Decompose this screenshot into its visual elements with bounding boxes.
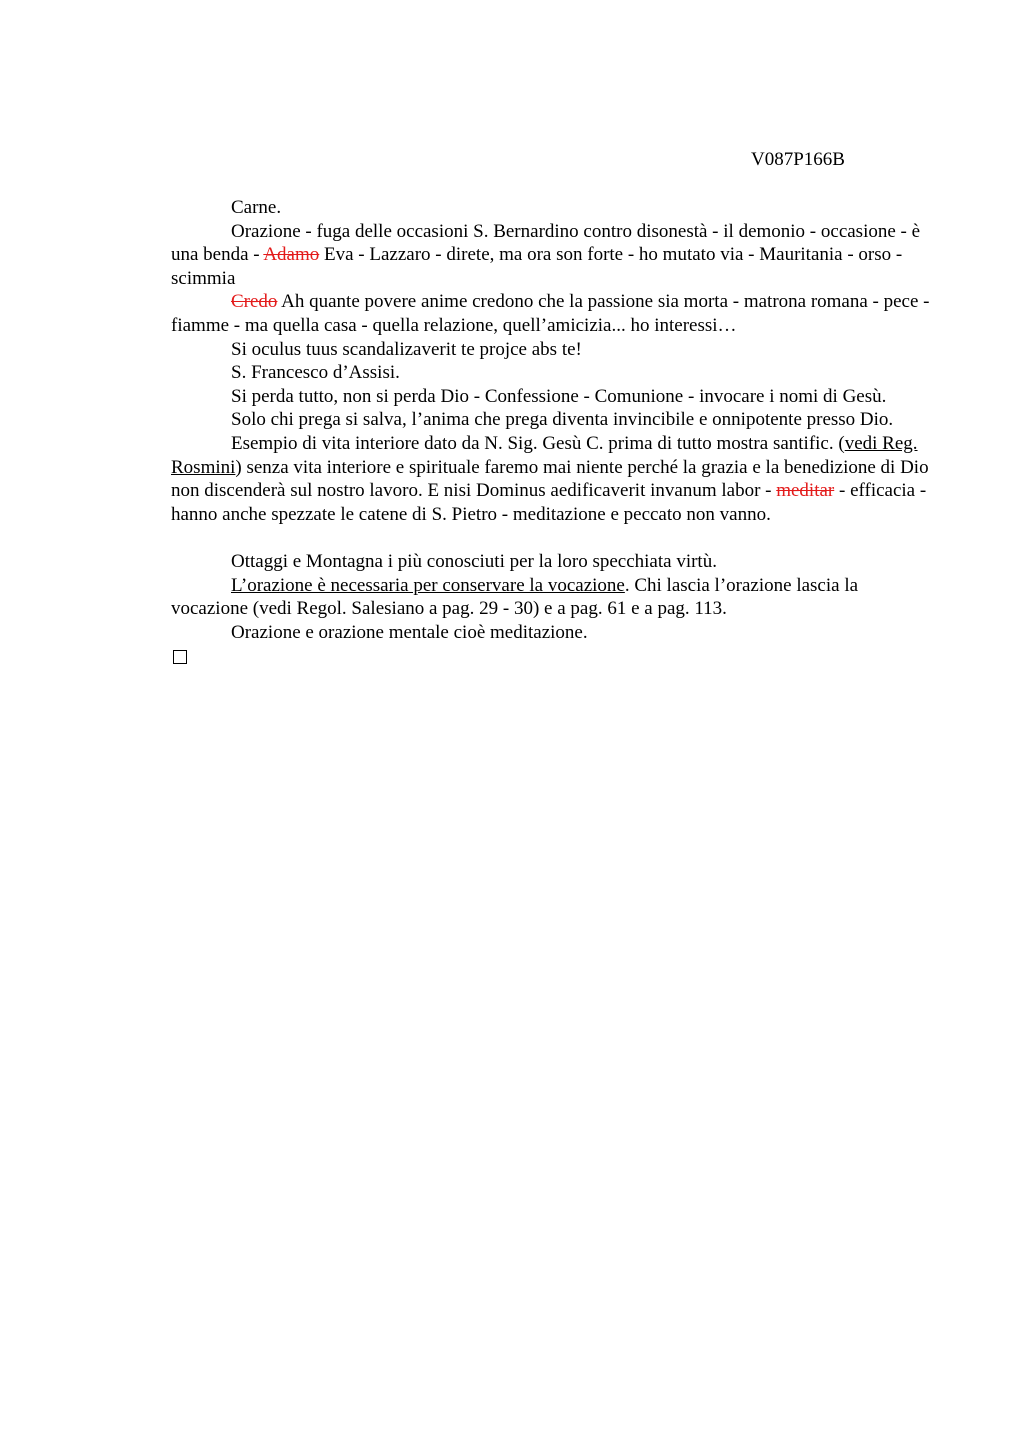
paragraph-oculus: Si oculus tuus scandalizaverit te projce abs te! bbox=[231, 338, 582, 360]
paragraph-text: Esempio di vita interiore dato da N. Sig. Gesù C. prima di tutto mostra santific. ( bbox=[231, 432, 845, 454]
paragraph-passione bbox=[171, 290, 936, 337]
paragraph-meditazione: Orazione e orazione mentale cioè meditazione. bbox=[231, 621, 588, 643]
paragraph-text: Eva - Lazzaro - direte, ma ora son forte - ho mutato via - Mauritania - orso - scimmia bbox=[171, 244, 903, 289]
paragraph-carne: Carne. bbox=[231, 197, 282, 218]
paragraph-text: - efficacia - hanno anche spezzate le catene di S. Pietro - meditazione e peccato non vanno. bbox=[171, 480, 927, 525]
end-marker bbox=[171, 644, 936, 671]
paragraph-vocazione bbox=[171, 574, 936, 621]
paragraph-text: ) senza vita interiore e spirituale faremo mai niente perché la grazia e la benedizione di Dio non discenderà sul nostro lavoro. E nisi Dominus aedificaverit invanum labor - bbox=[171, 456, 929, 502]
underlined-reference: vedi Reg. Rosmini bbox=[171, 432, 918, 478]
underlined-sentence: L’orazione è necessaria per conservare la vocazione bbox=[231, 574, 625, 596]
paragraph-orazione-fuga bbox=[171, 220, 936, 291]
deleted-word: meditar bbox=[776, 480, 835, 502]
blank-line bbox=[171, 526, 936, 550]
paragraph-francesco: S. Francesco d’Assisi. bbox=[231, 362, 400, 384]
paragraph-ottaggi: Ottaggi e Montagna i più conosciuti per la loro specchiata virtù. bbox=[231, 550, 717, 572]
paragraph-text: Orazione - fuga delle occasioni S. Bernardino contro disonestà - il demonio - occasione - è una benda - bbox=[171, 220, 921, 266]
deleted-word: Credo bbox=[231, 291, 278, 313]
square-outline-icon bbox=[173, 650, 187, 664]
paragraph-text: Ah quante povere anime credono che la passione sia morta - matrona romana - pece - fiamme - ma quella casa - quella relazione, quell’amicizia... ho interessi… bbox=[171, 291, 930, 336]
document-code: V087P166B bbox=[751, 149, 845, 170]
paragraph-si-perda: Si perda tutto, non si perda Dio - Confessione - Comunione - invocare i nomi di Gesù. bbox=[231, 385, 887, 407]
paragraph-esempio bbox=[171, 432, 936, 526]
paragraph-text: . Chi lascia l’orazione lascia la vocazione (vedi Regol. Salesiano a pag. 29 - 30) e a pag. 61 e a pag. 113. bbox=[171, 574, 859, 620]
document-body bbox=[171, 196, 936, 671]
paragraph-solo-chi-prega: Solo chi prega si salva, l’anima che prega diventa invincibile e onnipotente presso Dio. bbox=[231, 409, 894, 431]
deleted-word: Adamo bbox=[263, 244, 320, 266]
